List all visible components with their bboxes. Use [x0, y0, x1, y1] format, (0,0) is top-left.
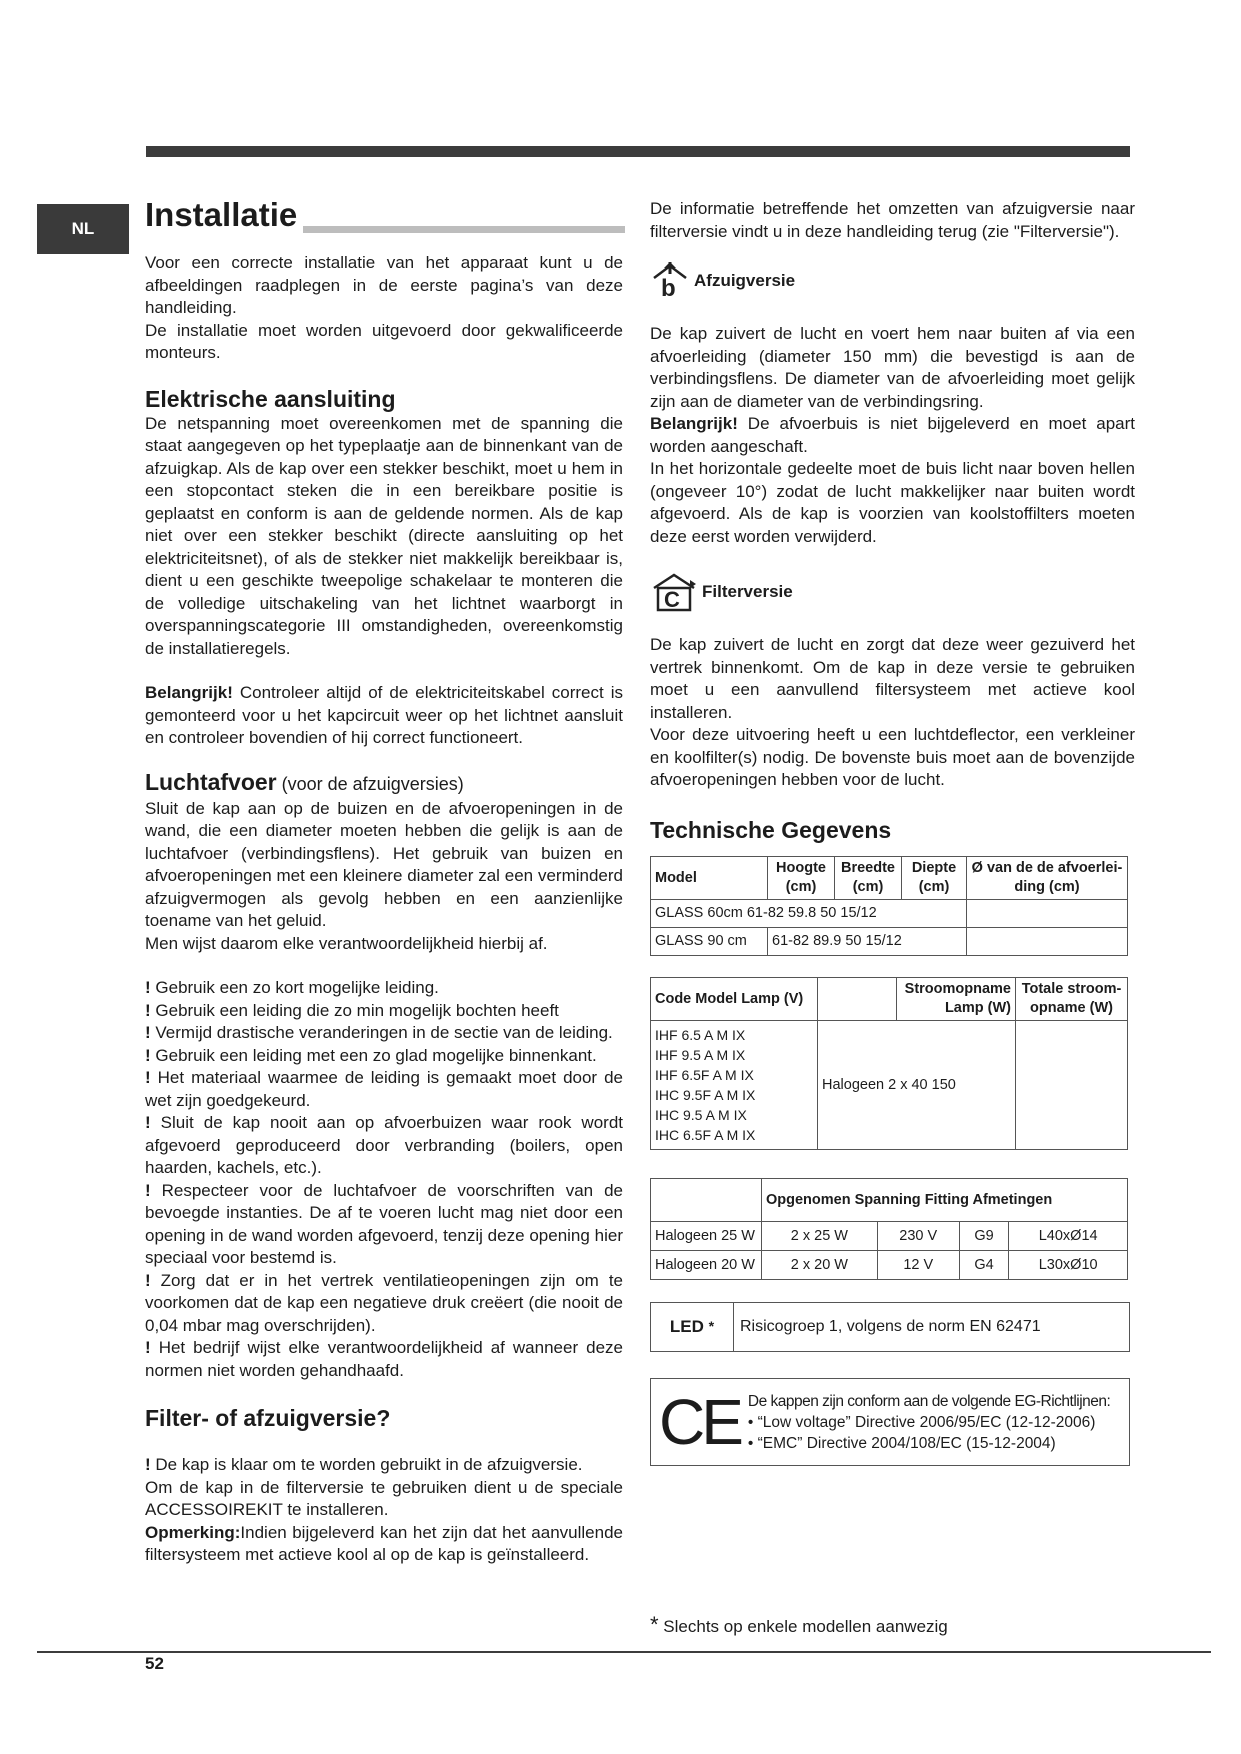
table-header: Hoogte (cm) — [768, 857, 835, 900]
filterversie-body-2: Voor deze uitvoering heeft u een luchtdeflector, een verkleiner en koolfilter(s) nodig. De bovenste buis moet aan de bovenzijde afvoeropeningen hebben voor de lucht. — [650, 725, 1135, 789]
led-box — [650, 1302, 1130, 1352]
top-rule — [146, 146, 1130, 157]
table-row: GLASS 90 cm 61-82 89.9 50 15/12 — [651, 928, 1128, 956]
warning-item: ! Vermijd drastische veranderingen in de sectie van de leiding. — [145, 1023, 613, 1042]
table-header: Code Model Lamp (V) — [651, 978, 818, 1021]
exhaust-mode-icon — [650, 262, 690, 300]
afzuig-important: Belangrijk! De afvoerbuis is niet bijgeleverd en moet apart worden aangeschaft. — [650, 414, 1135, 456]
svg-text:b: b — [661, 275, 676, 300]
right-intro: De informatie betreffende het omzetten van afzuigversie naar filterversie vindt u in deze handleiding terug (zie "Filterversie"). — [650, 199, 1135, 241]
dimensions-table — [650, 856, 1128, 956]
left-column — [145, 195, 623, 1567]
table-header: Ø van de de afvoerlei-ding (cm) — [967, 857, 1128, 900]
filter-body-2: Om de kap in de filterversie te gebruiken dient u de speciale ACCESSOIREKIT te installeren. — [145, 1477, 623, 1519]
filter-mode-icon — [650, 572, 698, 612]
ce-text: De kappen zijn conform aan de volgende EG-Richtlijnen: • “Low voltage” Directive 2006/95/EC (12-12-2006) • “EMC” Directive 2004/108/EC (15-12-2004) — [747, 1392, 1111, 1452]
intro-paragraph-2: De installatie moet worden uitgevoerd door gekwalificeerde monteurs. — [145, 320, 623, 362]
tech-heading: Technische Gegevens — [650, 816, 892, 843]
title-block — [145, 195, 623, 235]
filterversie-body-1: De kap zuivert de lucht en zorgt dat deze weer gezuiverd het vertrek binnenkomt. Om de kap in deze versie te gebruiken moet u een aanvullend filtersysteem met actieve kool installeren. — [650, 635, 1135, 722]
warning-item: ! Respecteer voor de luchtafvoer de voorschriften van de bevoegde instanties. De af te voeren lucht mag niet door een opening in de wand worden afgevoerd, tenzij deze opening hier speciaal voor bestemd is. — [145, 1180, 623, 1267]
warning-list — [145, 977, 623, 1382]
intro-paragraph-1: Voor een correcte installatie van het apparaat kunt u de afbeeldingen raadplegen in de eerste pagina’s van deze handleiding. — [145, 253, 623, 317]
language-tab: NL — [37, 204, 129, 254]
filterversie-title: Filterversie — [702, 581, 793, 601]
lucht-heading — [145, 768, 623, 798]
table-header: Diepte (cm) — [902, 857, 967, 900]
led-text: Risicogroep 1, volgens de norm EN 62471 — [740, 1318, 1041, 1335]
important-body: Controleer altijd of de elektriciteitskabel correct is gemonteerd voor u het kapcircuit weer op het lichtnet aansluit en controleer bovendien of hij correct functioneert. — [145, 683, 623, 747]
warning-item: ! Gebruik een leiding met een zo glad mogelijke binnenkant. — [145, 1045, 597, 1065]
lucht-body: Sluit de kap aan op de buizen en de afvoeropeningen in de wand, die een diameter moeten hebben die gelijk is aan de luchtafvoer (verbindingsflens). Het gebruik van buizen en afvoeropeningen met een kleinere diameter zal een verminderd afzuigvermogen als gevolg hebben en een aanzienlijke toename van het geluid. — [145, 798, 623, 930]
table-header: Stroomopname Lamp (W) — [897, 978, 1016, 1021]
table-header: Model — [651, 857, 768, 900]
afzuig-title: Afzuigversie — [694, 270, 796, 290]
table-header — [818, 978, 897, 1021]
lucht-body-2: Men wijst daarom elke verantwoordelijkheid hierbij af. — [145, 933, 548, 953]
lucht-subtitle: (voor de afzuigversies) — [276, 773, 464, 794]
important-paragraph — [145, 682, 623, 750]
table-header: Opgenomen Spanning Fitting Afmetingen — [762, 1179, 1128, 1222]
note-paragraph — [145, 1522, 623, 1567]
page-title: Installatie — [145, 195, 303, 235]
elec-body: De netspanning moet overeenkomen met de spanning die staat aangegeven op het typeplaatje aan de binnenkant van de afzuigkap. Als de kap over een stekker beschikt, moet u hem in een stopcontact steken die in een bereikbare positie is geplaatst en conform is aan de geldende normen. Als de kap niet over een stekker beschikt (directe aansluiting op het elektriciteitsnet), of als de stekker niet makkelijk bereikbaar is, dient u een geschikte tweepolige schakelaar te monteren die de volledige uitschakeling van het lichtnet waarborgt in overspanningscategorie III omstandigheden, overeenkomstig de installatieregels. — [145, 413, 623, 658]
warning-item: ! Het materiaal waarmee de leiding is gemaakt moet door de wet zijn goedgekeurd. — [145, 1068, 623, 1110]
filterversie-heading — [650, 572, 1135, 612]
filter-question-heading: Filter- of afzuigversie? — [145, 1405, 391, 1431]
ce-box — [650, 1378, 1130, 1466]
filter-body-1: ! De kap is klaar om te worden gebruikt in de afzuigversie. — [145, 1455, 583, 1474]
footnote: * Slechts op enkele modellen aanwezig — [650, 1612, 948, 1637]
page-number: 52 — [145, 1654, 164, 1673]
led-label: LED * — [651, 1303, 734, 1351]
afzuig-heading — [650, 261, 1135, 301]
warning-item: ! Sluit de kap nooit aan op afvoerbuizen waar rook wordt afgevoerd geproduceerd door verbranding (boilers, open haarden, kachels, etc.). — [145, 1113, 623, 1177]
table-row: GLASS 60cm 61-82 59.8 50 15/12 — [651, 900, 1128, 928]
halogen-table — [650, 1178, 1128, 1280]
table-header — [651, 1179, 762, 1222]
elec-heading: Elektrische aansluiting — [145, 385, 396, 412]
warning-item: ! Het bedrijf wijst elke verantwoordelijkheid af wanneer deze normen niet worden gehandhaafd. — [145, 1338, 623, 1380]
right-column — [650, 198, 1135, 844]
important-label: Belangrijk! — [145, 683, 233, 702]
afzuig-body-2: In het horizontale gedeelte moet de buis licht naar boven hellen (ongeveer 10°) zodat de lucht makkelijker naar buiten wordt afgevoerd. Als de kap is voorzien van koolstoffilters moeten deze eerst worden verwijderd. — [650, 459, 1135, 546]
warning-item: ! Gebruik een zo kort mogelijke leiding. — [145, 978, 439, 997]
table-row: Halogeen 20 W 2 x 20 W 12 V G4 L30xØ10 — [651, 1251, 1128, 1280]
table-header: Totale stroom-opname (W) — [1016, 978, 1128, 1021]
table-header: Breedte (cm) — [835, 857, 902, 900]
warning-item: ! Gebruik een leiding die zo min mogelijk bochten heeft — [145, 1000, 559, 1020]
note-body: Indien bijgeleverd kan het zijn dat het aanvullende filtersysteem met actieve kool al op de kap is geïnstalleerd. — [145, 1522, 623, 1564]
svg-text:C: C — [664, 587, 680, 612]
table-row: Halogeen 25 W 2 x 25 W 230 V G9 L40xØ14 — [651, 1222, 1128, 1251]
warning-item: ! Zorg dat er in het vertrek ventilatieopeningen zijn om te voorkomen dat de kap een negatieve druk creëert (die nooit de 0,04 mbar mag overschrijden). — [145, 1270, 624, 1335]
ce-mark-icon: CE — [659, 1386, 740, 1458]
table-row: IHF 6.5 A M IX IHF 9.5 A M IX IHF 6.5F A M IX IHC 9.5F A M IX IHC 9.5 A M IX IHC 6.5F A M IX Halogeen 2 x 40 150 — [651, 1021, 1128, 1150]
afzuig-body-1: De kap zuivert de lucht en voert hem naar buiten af via een afvoerleiding (diameter 150 mm) die bevestigd is aan de verbindingsflens. De diameter van de afvoerleiding moet gelijk zijn aan de diameter van de verbindingsring. — [650, 324, 1135, 411]
lucht-title: Luchtafvoer — [145, 768, 277, 795]
lamp-table — [650, 977, 1128, 1150]
footer-rule — [37, 1651, 1211, 1653]
note-label: Opmerking: — [145, 1522, 241, 1542]
